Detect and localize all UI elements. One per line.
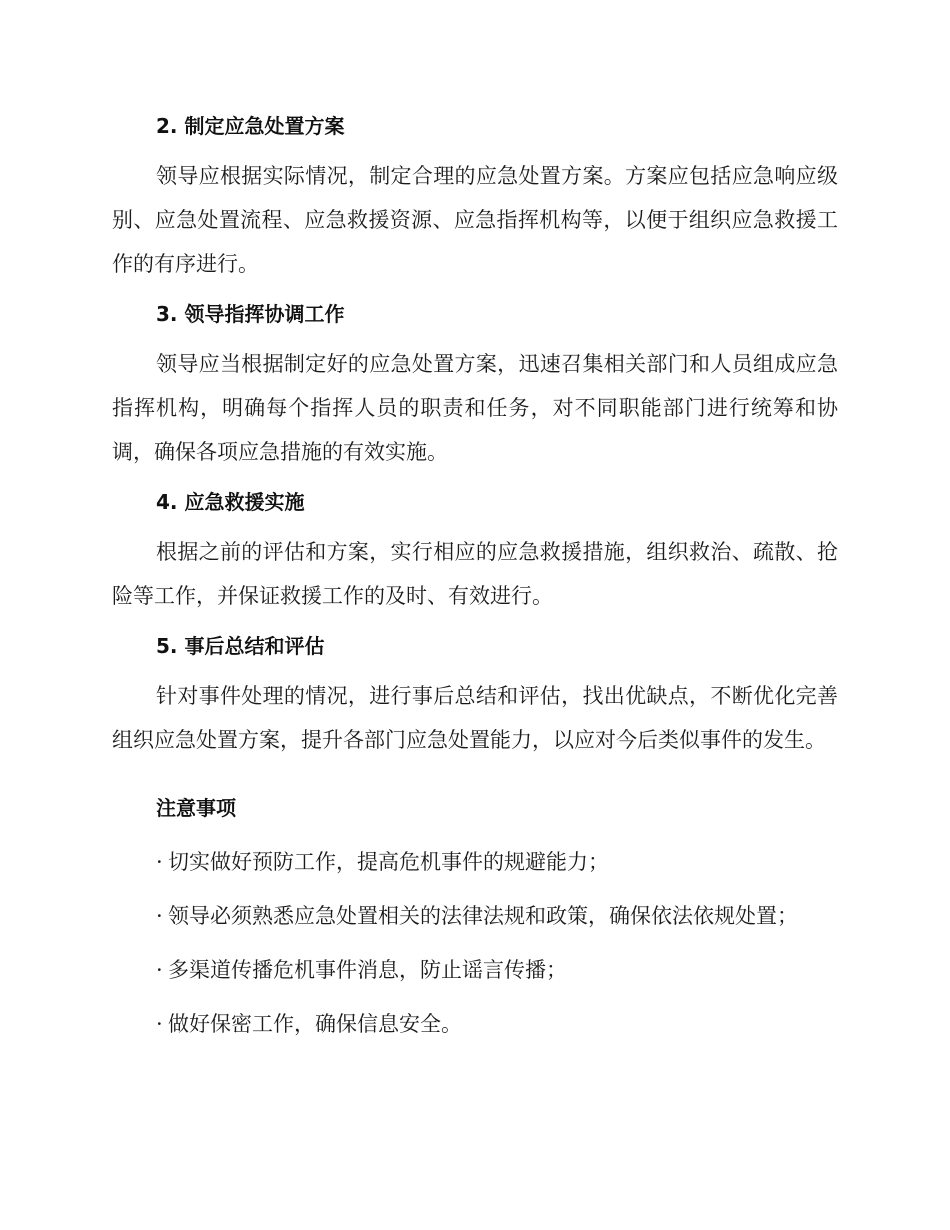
bullet-icon: · [156,904,163,928]
section-paragraph: 领导应根据实际情况，制定合理的应急处置方案。方案应包括应急响应级别、应急处置流程、应急救援资源、应急指挥机构等，以便于组织应急救援工作的有序进行。 [112,164,838,276]
section-2 [112,110,838,286]
bullet-icon: · [156,1012,163,1036]
note-text: 切实做好预防工作，提高危机事件的规避能力； [168,850,609,874]
section-5 [112,630,838,762]
section-paragraph: 针对事件处理的情况，进行事后总结和评估，找出优缺点，不断优化完善组织应急处置方案，提升各部门应急处置能力，以应对今后类似事件的发生。 [112,684,838,752]
section-4 [112,486,838,618]
section-heading: 4. 应急救援实施 [156,490,305,514]
note-item [112,954,838,986]
note-text: 做好保密工作，确保信息安全。 [168,1012,462,1036]
note-item [112,900,838,932]
notes-heading: 注意事项 [156,796,236,820]
notes-section [112,792,838,1040]
note-text: 多渠道传播危机事件消息，防止谣言传播； [168,958,567,982]
note-text: 领导必须熟悉应急处置相关的法律法规和政策，确保依法依规处置； [168,904,798,928]
section-heading: 2. 制定应急处置方案 [156,114,345,138]
section-heading: 5. 事后总结和评估 [156,634,325,658]
bullet-icon: · [156,850,163,874]
note-item [112,1008,838,1040]
section-paragraph: 根据之前的评估和方案，实行相应的应急救援措施，组织救治、疏散、抢险等工作，并保证救援工作的及时、有效进行。 [112,540,838,608]
note-item [112,846,838,878]
section-paragraph: 领导应当根据制定好的应急处置方案，迅速召集相关部门和人员组成应急指挥机构，明确每个指挥人员的职责和任务，对不同职能部门进行统筹和协调，确保各项应急措施的有效实施。 [112,352,838,464]
section-heading: 3. 领导指挥协调工作 [156,302,345,326]
section-3 [112,298,838,474]
bullet-icon: · [156,958,163,982]
